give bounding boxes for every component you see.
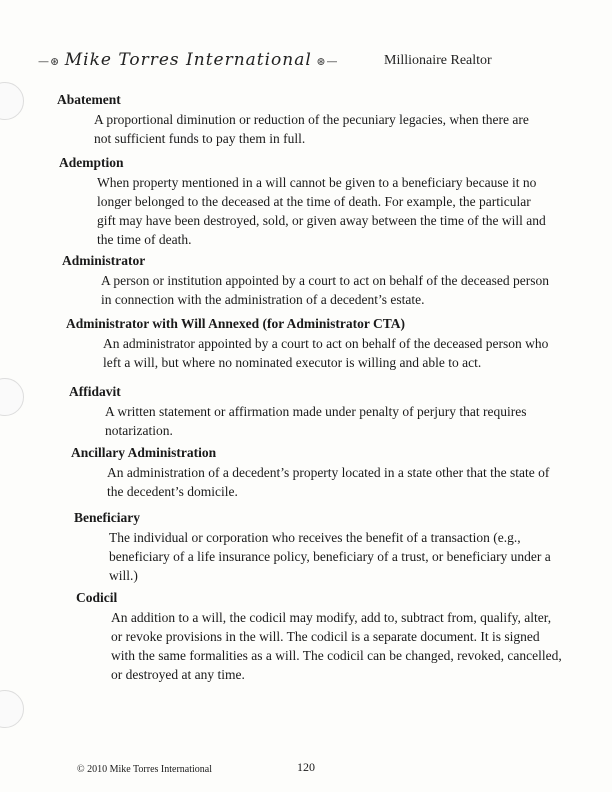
glossary-term: Ancillary Administration	[71, 445, 217, 460]
glossary-term: Affidavit	[69, 384, 121, 399]
definition-line: An addition to a will, the codicil may modify, add to, subtract from, qualify, alter,	[111, 610, 552, 625]
footer-copyright: © 2010 Mike Torres International	[77, 764, 213, 775]
glossary-term: Abatement	[57, 92, 121, 107]
glossary-definition	[97, 173, 579, 249]
definition-line: A person or institution appointed by a court to act on behalf of the deceased person	[101, 273, 549, 288]
definition-line: longer belonged to the deceased at the time of death. For example, the particular	[97, 194, 531, 209]
glossary-term: Ademption	[59, 155, 124, 170]
punch-hole	[0, 690, 24, 728]
glossary-definition	[101, 271, 582, 309]
glossary-definition	[105, 402, 589, 440]
definition-line: When property mentioned in a will cannot be given to a beneficiary because it no	[97, 175, 537, 190]
glossary-entry	[59, 155, 579, 249]
definition-line: or revoke provisions in the will. The codicil is a separate document. It is signed	[111, 629, 540, 644]
definition-line: in connection with the administration of a decedent’s estate.	[101, 292, 425, 307]
glossary-definition	[109, 528, 594, 585]
definition-line: notarization.	[105, 423, 173, 438]
definition-line: gift may have been destroyed, sold, or given away between the time of the will and	[97, 213, 546, 228]
glossary-entry	[71, 445, 591, 501]
definition-line: An administration of a decedent’s property located in a state other that the state of	[107, 465, 550, 480]
definition-line: will.)	[109, 568, 138, 583]
glossary-term: Administrator	[62, 253, 146, 268]
glossary-entry	[57, 92, 577, 148]
punch-hole	[0, 378, 24, 416]
punch-hole	[0, 82, 24, 120]
definition-line: An administrator appointed by a court to act on behalf of the deceased person who	[103, 336, 549, 351]
definition-line: A proportional diminution or reduction of the pecuniary legacies, when there are	[94, 112, 529, 127]
definition-line: left a will, but where no nominated executor is willing and able to act.	[103, 355, 482, 370]
definition-line: not sufficient funds to pay them in full.	[94, 131, 306, 146]
definition-line: A written statement or affirmation made under penalty of perjury that requires	[105, 404, 527, 419]
glossary-entry	[74, 510, 594, 585]
glossary-entry	[69, 384, 589, 440]
glossary-definition	[111, 608, 596, 684]
definition-line: or destroyed at any time.	[111, 667, 245, 682]
glossary-term: Beneficiary	[74, 510, 140, 525]
glossary-term: Codicil	[76, 590, 118, 605]
glossary-definition	[94, 110, 577, 148]
glossary-entry	[66, 316, 586, 372]
glossary-entry	[62, 253, 582, 309]
definition-line: the time of death.	[97, 232, 192, 247]
header-tagline: Millionaire Realtor	[384, 53, 492, 68]
definition-line: the decedent’s domicile.	[107, 484, 238, 499]
logo: —⊛ Mike Torres International ⊛—	[38, 50, 339, 70]
definition-line: with the same formalities as a will. The codicil can be changed, revoked, cancelled,	[111, 648, 562, 663]
definition-line: beneficiary of a life insurance policy, beneficiary of a trust, or beneficiary under a	[109, 549, 551, 564]
definition-line: The individual or corporation who receives the benefit of a transaction (e.g.,	[109, 530, 521, 545]
glossary-entry	[76, 590, 596, 684]
glossary-definition	[103, 334, 586, 372]
page-number: 120	[297, 760, 315, 774]
glossary-term: Administrator with Will Annexed (for Administrator CTA)	[66, 316, 406, 331]
glossary-definition	[107, 463, 591, 501]
